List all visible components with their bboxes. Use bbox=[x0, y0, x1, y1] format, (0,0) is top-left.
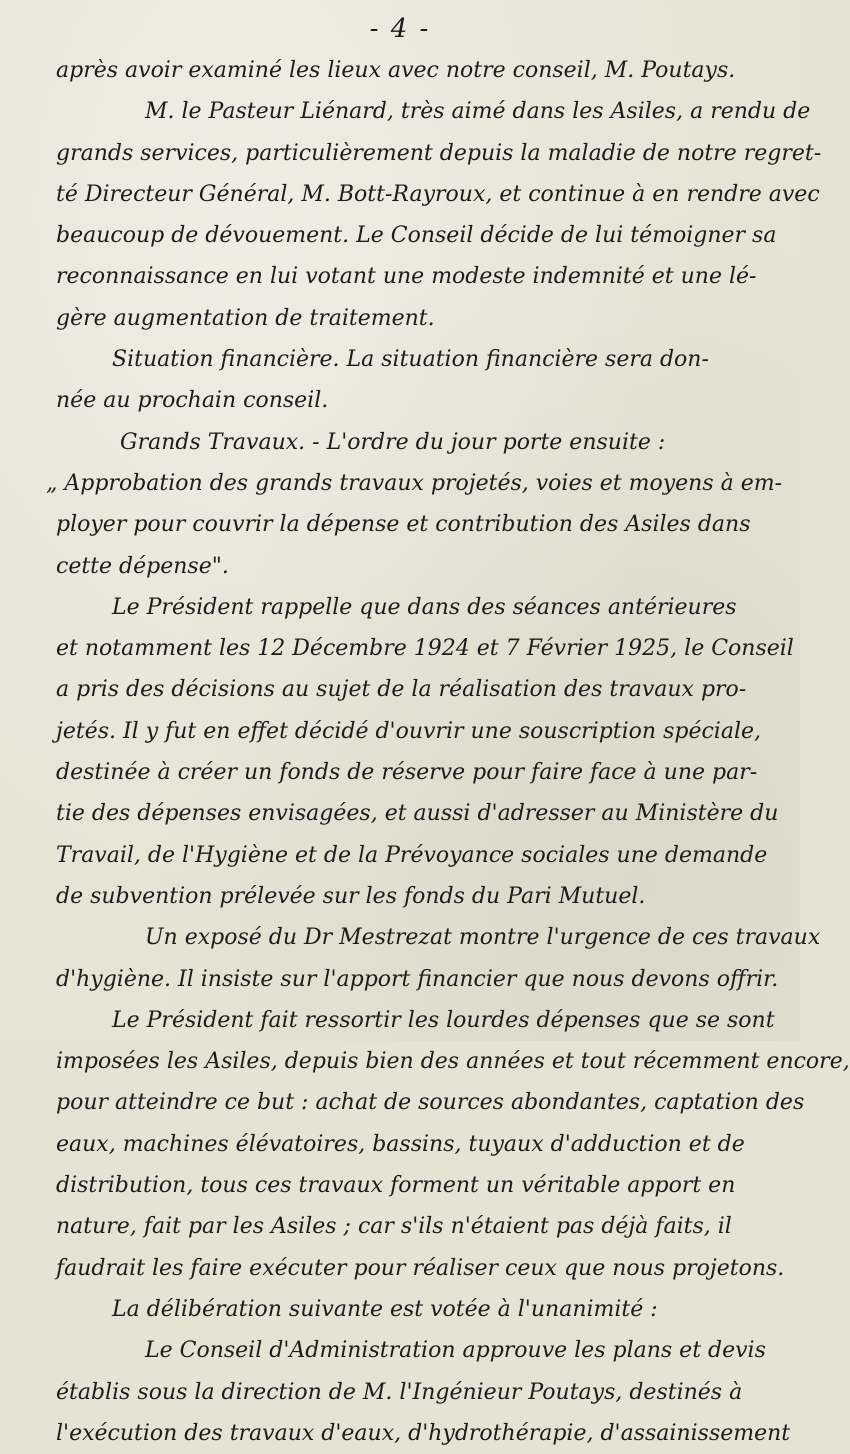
text-line: pour atteindre ce but : achat de sources abondantes, captation des bbox=[56, 1090, 805, 1116]
text-line: gère augmentation de traitement. bbox=[56, 305, 435, 331]
text-line: établis sous la direction de M. l'Ingénieur Poutays, destinés à bbox=[56, 1379, 743, 1405]
text-line: de subvention prélevée sur les fonds du Pari Mutuel. bbox=[56, 883, 646, 909]
text-line: distribution, tous ces travaux forment un véritable apport en bbox=[56, 1173, 736, 1199]
text-line: a pris des décisions au sujet de la réalisation des travaux pro- bbox=[56, 677, 747, 703]
text-line: Grands Travaux. - L'ordre du jour porte ensuite : bbox=[120, 429, 666, 455]
text-line: té Directeur Général, M. Bott-Rayroux, et continue à en rendre avec bbox=[56, 181, 820, 207]
text-line: reconnaissance en lui votant une modeste indemnité et une lé- bbox=[56, 264, 757, 290]
text-line: Situation financière. La situation financière sera don- bbox=[112, 347, 709, 373]
text-line: eaux, machines élévatoires, bassins, tuyaux d'adduction et de bbox=[56, 1131, 745, 1157]
text-line: Travail, de l'Hygiène et de la Prévoyance sociales une demande bbox=[56, 842, 768, 868]
text-line: et notamment les 12 Décembre 1924 et 7 Février 1925, le Conseil bbox=[56, 636, 794, 662]
text-line: d'hygiène. Il insiste sur l'apport financier que nous devons offrir. bbox=[56, 966, 779, 992]
text-line: faudrait les faire exécuter pour réaliser ceux que nous projetons. bbox=[56, 1255, 785, 1281]
text-line: „ Approbation des grands travaux projetés, voies et moyens à em- bbox=[46, 470, 783, 496]
page-number: - 4 - bbox=[369, 14, 431, 44]
text-line: destinée à créer un fonds de réserve pour faire face à une par- bbox=[56, 760, 758, 786]
text-line: Le Président rappelle que dans des séances antérieures bbox=[112, 594, 737, 620]
text-line: Un exposé du Dr Mestrezat montre l'urgence de ces travaux bbox=[145, 925, 821, 951]
text-line: ployer pour couvrir la dépense et contribution des Asiles dans bbox=[56, 512, 751, 538]
document-body bbox=[0, 50, 850, 1454]
text-line: beaucoup de dévouement. Le Conseil décide de lui témoigner sa bbox=[56, 223, 777, 249]
text-line: jetés. Il y fut en effet décidé d'ouvrir une souscription spéciale, bbox=[56, 718, 761, 744]
text-line: nature, fait par les Asiles ; car s'ils n'étaient pas déjà faits, il bbox=[56, 1214, 732, 1240]
text-line: après avoir examiné les lieux avec notre conseil, M. Poutays. bbox=[56, 58, 736, 83]
text-line: cette dépense". bbox=[56, 553, 229, 579]
text-line: Le Président fait ressortir les lourdes dépenses que se sont bbox=[112, 1007, 775, 1033]
text-line: l'exécution des travaux d'eaux, d'hydrothérapie, d'assainissement bbox=[56, 1420, 791, 1446]
text-line: grands services, particulièrement depuis la maladie de notre regret- bbox=[56, 140, 822, 166]
text-line: née au prochain conseil. bbox=[56, 388, 329, 414]
text-line: tie des dépenses envisagées, et aussi d'adresser au Ministère du bbox=[56, 801, 779, 827]
text-line: La délibération suivante est votée à l'unanimité : bbox=[112, 1296, 658, 1322]
text-line: Le Conseil d'Administration approuve les plans et devis bbox=[145, 1338, 766, 1364]
text-line: M. le Pasteur Liénard, très aimé dans les Asiles, a rendu de bbox=[145, 99, 811, 125]
text-line: imposées les Asiles, depuis bien des années et tout récemment encore, bbox=[56, 1049, 850, 1075]
